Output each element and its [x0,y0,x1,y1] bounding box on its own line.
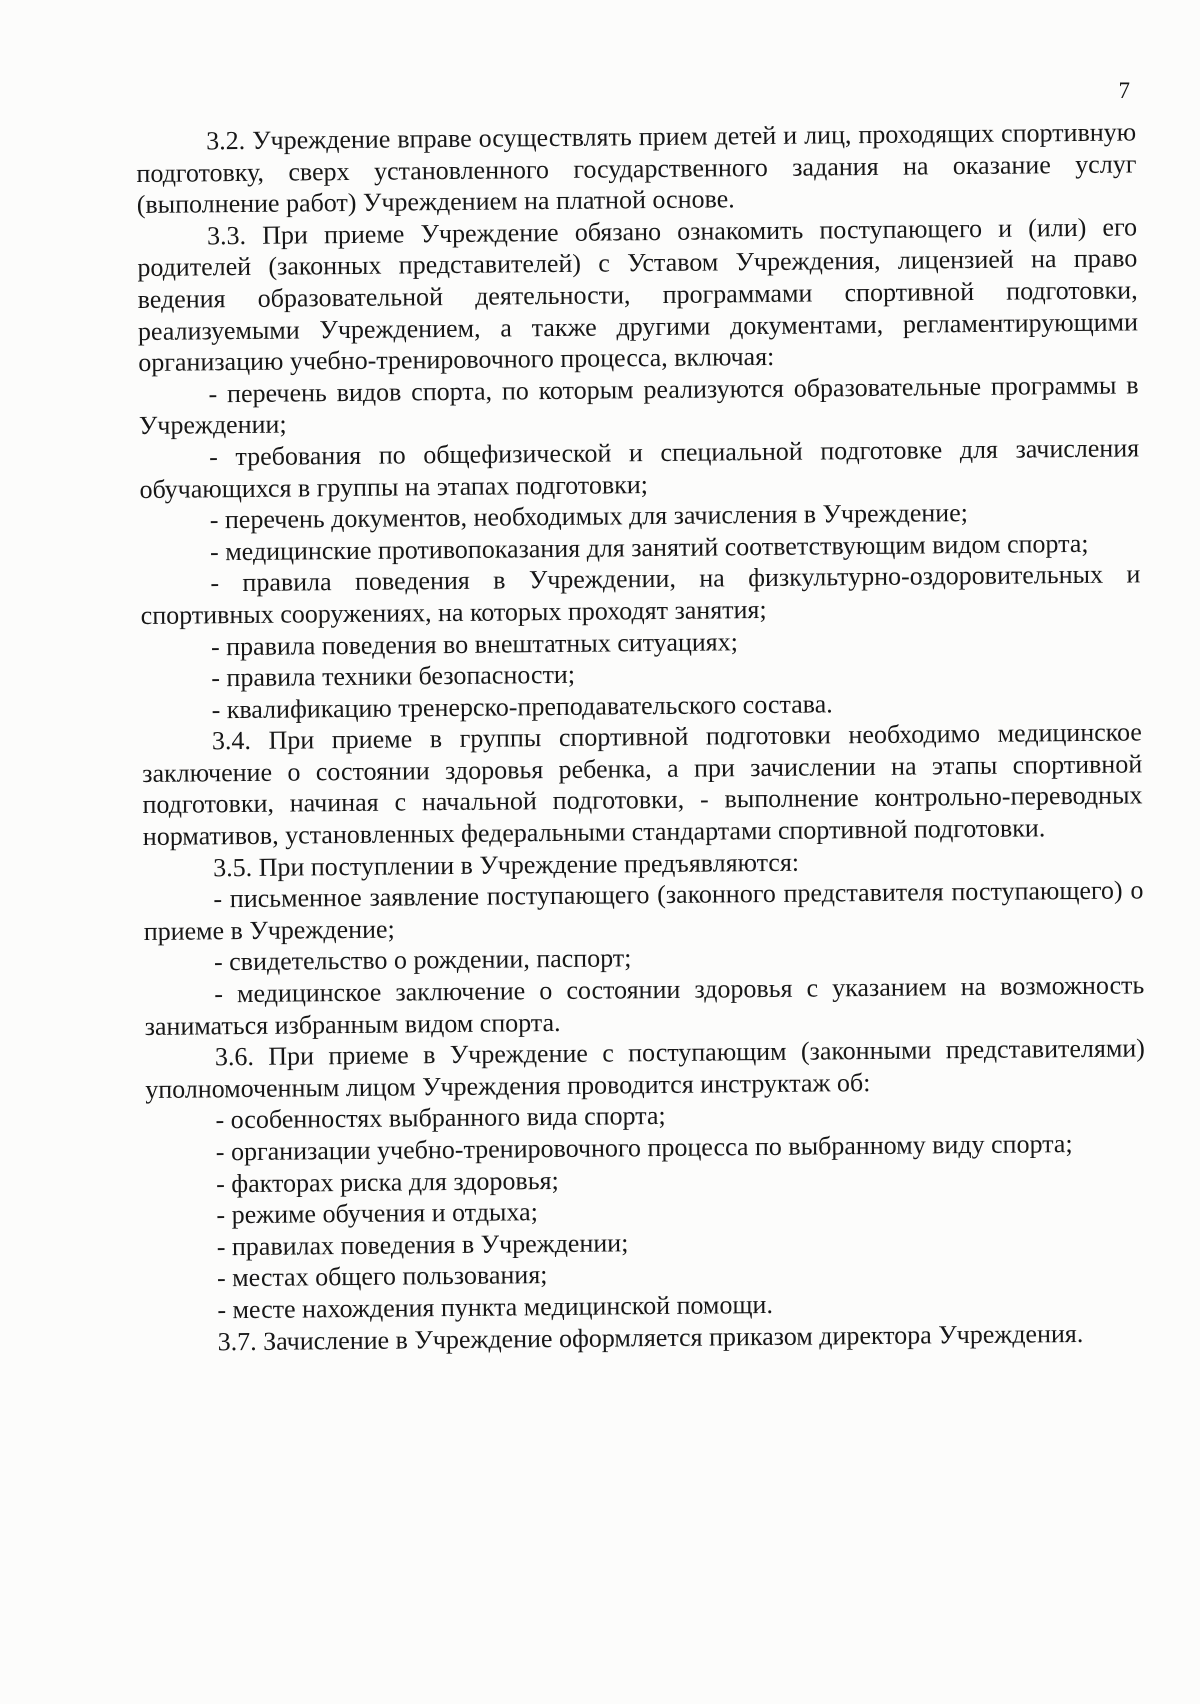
list-item: - факторах риска для здоровья; [216,1165,559,1198]
list-item: - особенностях выбранного вида спорта; [215,1101,666,1135]
clause-3-3: 3.3. При приеме Учреждение обязано ознакомить поступающего и (или) его родителей (законных представителей) с Уставом Учреждения, лицензией на право ведения образовательной деятельности, программами спортивной подготовки, реализуемыми Учреждением, а также другими документами, регламентирующими организацию учебно-тренировочного процесса, включая: [137,212,1139,378]
clause-3-4: 3.4. При приеме в группы спортивной подготовки необходимо медицинское заключение о состоянии здоровья ребенка, а при зачислении на этапы спортивной подготовки, начиная с начальной подготовки, - выполнение контрольно-переводных нормативов, установленных федеральными стандартами спортивной подготовки. [142,717,1143,852]
list-item: - правила техники безопасности; [211,659,576,693]
list-item: - письменное заявление поступающего (законного представителя поступающего) о приеме в Учреждение; [143,875,1144,946]
list-item: - правилах поведения в Учреждении; [216,1228,629,1262]
list-item: - месте нахождения пункта медицинской помощи. [217,1289,774,1325]
list-item: - правила поведения в Учреждении, на физкультурно-оздоровительных и спортивных сооружениях, на которых проходят занятия; [140,559,1141,630]
clause-3-7: 3.7. Зачисление в Учреждение оформляется приказом директора Учреждения. [217,1318,1084,1356]
list-item: - медицинские противопоказания для занятий соответствующим видом спорта; [209,528,1089,567]
document-body [136,116,1148,1358]
list-item: - режиме обучения и отдыха; [216,1197,539,1230]
list-item: - перечень видов спорта, по которым реализуются образовательные программы в Учреждении; [138,370,1139,441]
clause-3-6: 3.6. При приеме в Учреждение с поступающим (законными представителями) уполномоченным лицом Учреждения проводится инструктаж об: [145,1033,1146,1104]
clause-3-5: 3.5. При поступлении в Учреждение предъявляются: [212,847,800,882]
list-item: - требования по общефизической и специальной подготовке для зачисления обучающихся в группы на этапах подготовки; [139,433,1140,504]
clause-3-2: 3.2. Учреждение вправе осуществлять прием детей и лиц, проходящих спортивную подготовку, сверх установленного государственного задания на оказание услуг (выполнение работ) Учреждением на платной основе. [136,117,1137,220]
list-item: - правила поведения во внештатных ситуациях; [210,626,739,661]
list-item: - местах общего пользования; [216,1260,548,1293]
list-item: - свидетельство о рождении, паспорт; [213,943,632,977]
list-item: - организации учебно-тренировочного процесса по выбранному виду спорта; [215,1129,1073,1167]
list-item: - квалификацию тренерско-преподавательского состава. [211,689,833,724]
list-item: - перечень документов, необходимых для зачисления в Учреждение; [209,498,969,535]
page-number: 7 [1118,78,1130,103]
list-item: - медицинское заключение о состоянии здоровья с указанием на возможность заниматься избранным видом спорта. [144,970,1145,1041]
